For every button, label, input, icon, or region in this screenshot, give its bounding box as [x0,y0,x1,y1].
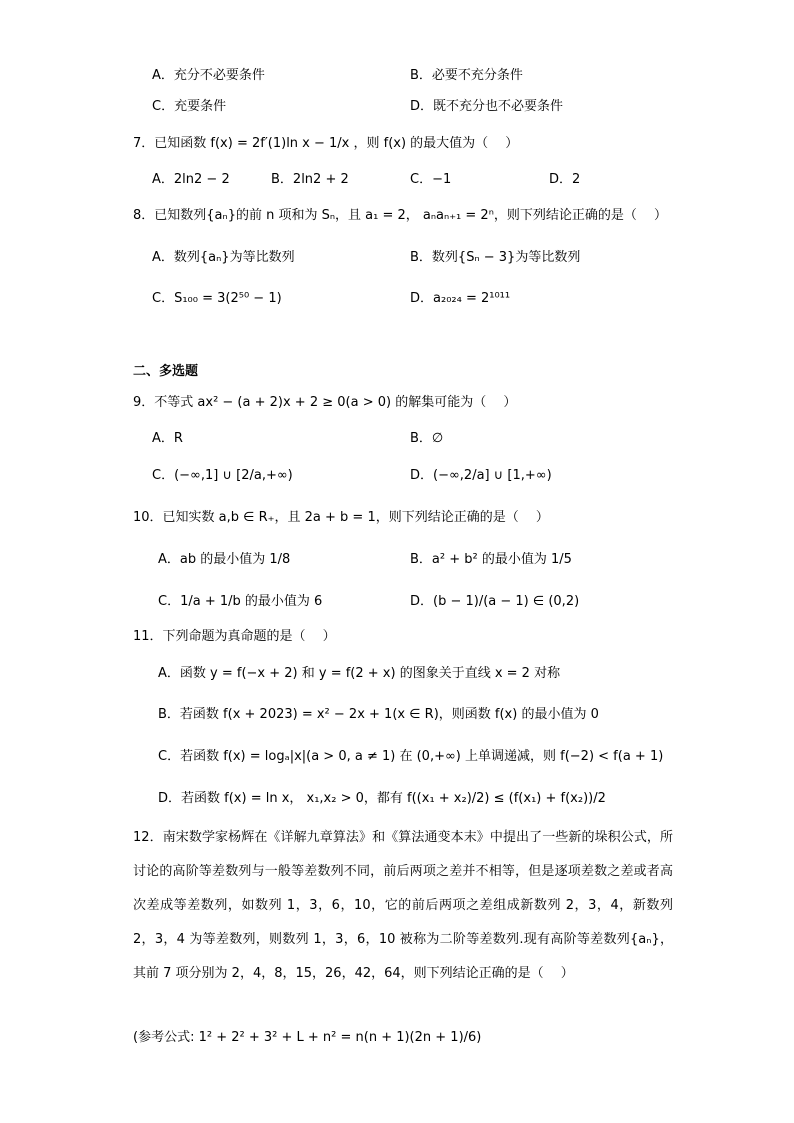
q9-option-c: C．(−∞,1] ∪ [2/a,+∞) [152,468,293,483]
q10-option-c: C．1/a + 1/b 的最小值为 6 [158,594,323,609]
q9-option-d: D．(−∞,2/a] ∪ [1,+∞) [410,468,552,483]
q11-option-d: D．若函数 f(x) = ln x， x₁,x₂ > 0，都有 f((x₁ + x₂)/2) ≤ (f(x₁) + f(x₂))/2 [158,791,606,806]
q7-option-b: B．2ln2 + 2 [271,172,349,187]
q12-stem: 12．南宋数学家杨辉在《详解九章算法》和《算法通变本末》中提出了一些新的垛积公式，所讨论的高阶等差数列与一般等差数列不同，前后两项之差并不相等，但是逐项差数之差或者高次差成等差数列，如数列 1，3，6，10，它的前后两项之差组成新数列 2，3，4，新数列 2，3，4 为等差数列，则数列 1，3，6，10 被称为二阶等差数列.现有高阶等差数列{aₙ}，其前 7 项分别为 2，4，8，15，26，42，64，则下列结论正确的是（ ） [133,830,673,981]
section-heading: 二、多选题 [133,364,199,379]
q9-option-a: A．R [152,431,183,446]
q10-option-b: B．a² + b² 的最小值为 1/5 [410,552,572,567]
q8-option-a: A．数列{aₙ}为等比数列 [152,250,295,265]
q8-stem: 8．已知数列{aₙ}的前 n 项和为 Sₙ，且 a₁ = 2， aₙaₙ₊₁ = 2ⁿ，则下列结论正确的是（ ） [133,208,668,223]
q6-option-a: A．充分不必要条件 [152,68,265,83]
q8-option-d: D．a₂₀₂₄ = 2¹⁰¹¹ [410,291,511,306]
q10-option-d: D．(b − 1)/(a − 1) ∈ (0,2) [410,594,580,609]
q8-option-b: B．数列{Sₙ − 3}为等比数列 [410,250,581,265]
q11-option-a: A．函数 y = f(−x + 2) 和 y = f(2 + x) 的图象关于直线 x = 2 对称 [158,666,561,681]
q7-option-d: D．2 [549,172,581,187]
q8-option-c: C．S₁₀₀ = 3(2⁵⁰ − 1) [152,291,282,306]
q11-stem: 11．下列命题为真命题的是（ ） [133,629,336,644]
q10-option-a: A．ab 的最小值为 1/8 [158,552,291,567]
q12-reference-formula: (参考公式: 1² + 2² + 3² + L + n² = n(n + 1)(2n + 1)/6) [133,1030,482,1045]
q11-option-b: B．若函数 f(x + 2023) = x² − 2x + 1(x ∈ R)，则函数 f(x) 的最小值为 0 [158,707,599,722]
q10-stem: 10．已知实数 a,b ∈ R₊，且 2a + b = 1，则下列结论正确的是（ ） [133,510,549,525]
q9-option-b: B．∅ [410,431,444,446]
q7-option-a: A．2ln2 − 2 [152,172,230,187]
q9-stem: 9．不等式 ax² − (a + 2)x + 2 ≥ 0(a > 0) 的解集可能为（ ） [133,395,517,410]
q7-stem: 7．已知函数 f(x) = 2f′(1)ln x − 1/x ，则 f(x) 的最大值为（ ） [133,136,519,151]
q6-option-d: D．既不充分也不必要条件 [410,99,564,114]
q6-option-c: C．充要条件 [152,99,227,114]
q6-option-b: B．必要不充分条件 [410,68,523,83]
q7-option-c: C．−1 [410,172,452,187]
q11-option-c: C．若函数 f(x) = logₐ|x|(a > 0, a ≠ 1) 在 (0,+∞) 上单调递减，则 f(−2) < f(a + 1) [158,749,664,764]
